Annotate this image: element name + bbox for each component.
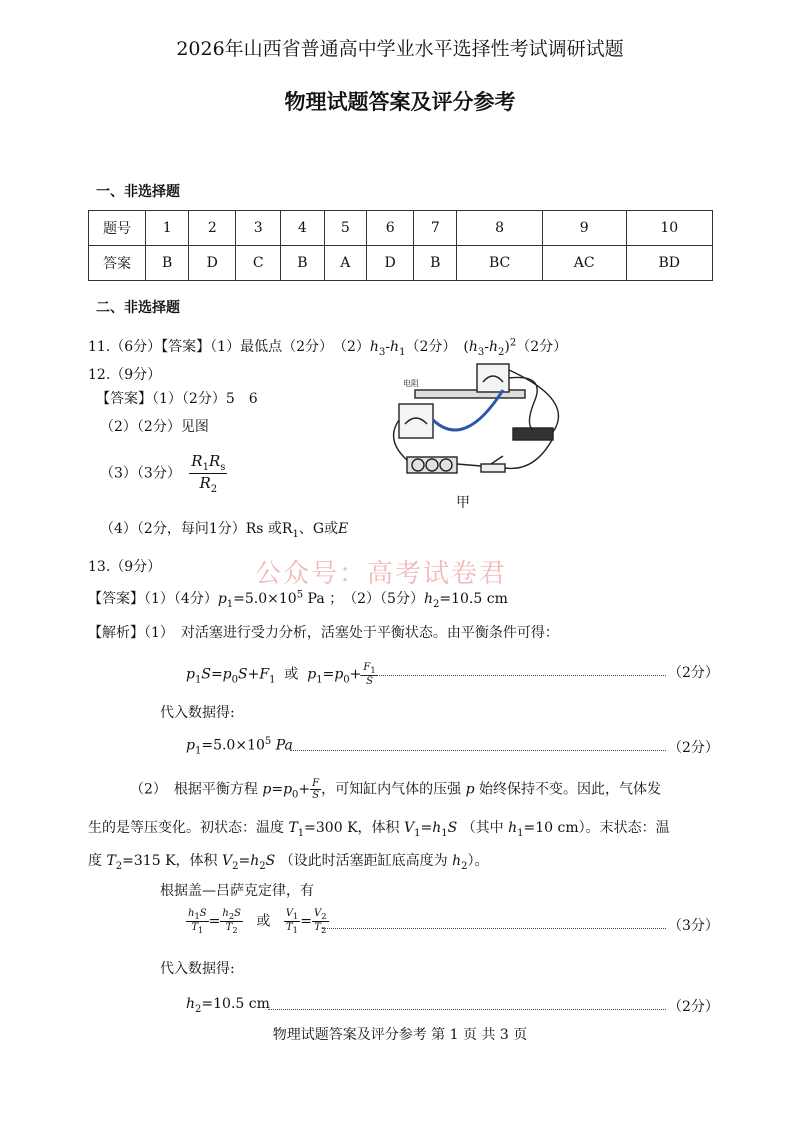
table-cell: 9 xyxy=(542,211,626,246)
q12-part3-label: （3）（3分） xyxy=(100,465,181,482)
line2-a: 生的是等压变化。初状态：温度 xyxy=(88,820,284,836)
table-cell: B xyxy=(281,246,324,281)
line3-b: =315 K，体积 xyxy=(122,853,218,869)
leader-dots xyxy=(268,1009,666,1010)
table-cell: 1 xyxy=(146,211,189,246)
table-cell: B xyxy=(146,246,189,281)
table-cell: 5 xyxy=(324,211,367,246)
q12-part3 xyxy=(100,452,227,495)
part2-c: 始终保持不变。因此，气体发 xyxy=(478,781,661,798)
line2-c: （其中 xyxy=(461,820,504,836)
figure-caption: 甲 xyxy=(456,495,470,511)
q13-answer: 【答案】（1）（4分）$p_1=5.0\times 10^5$ Pa ； （2）（5分）$h_2=10.5$ cm xyxy=(88,589,508,610)
line2-b: =300 K，体积 xyxy=(304,820,400,836)
equation-p1: $p_1=5.0\times 10^5$ Pa xyxy=(186,736,293,757)
q13-part2-line2: 生的是等压变化。初状态：温度 $T_1=300$ K，体积 $V_1=h_1S$ （其中 $h_1=10$ cm）。末状态：温 xyxy=(88,820,670,839)
part2-b: ，可知缸内气体的压强 xyxy=(321,781,462,798)
section2-heading: 二、非选择题 xyxy=(96,300,180,316)
q13-answer-a: 【答案】（1）（4分） xyxy=(88,591,218,607)
table-cell: BD xyxy=(626,246,712,281)
table-cell: 4 xyxy=(281,211,324,246)
line3-d: ）。 xyxy=(467,853,489,869)
table-cell: AC xyxy=(542,246,626,281)
document-title: 2026年山西省普通高中学业水平选择性考试调研试题 xyxy=(176,38,624,60)
table-cell: 2 xyxy=(189,211,236,246)
score-label: （2分） xyxy=(668,999,719,1015)
fraction-r1rs-over-r2: $\frac{R_1R_s}{R_2}$ xyxy=(191,452,226,495)
score-label: （2分） xyxy=(668,740,719,756)
leader-dots xyxy=(360,675,666,676)
section1-heading: 一、非选择题 xyxy=(96,184,180,200)
q13-answer-b: （2）（5分） xyxy=(350,591,424,607)
table-cell: D xyxy=(367,246,414,281)
q12-part2: （2）（2分）见图 xyxy=(100,419,209,435)
equation-final: $h_2=10.5$ cm xyxy=(186,996,270,1015)
line3-a: 度 xyxy=(88,853,102,869)
equation-gay-lussac: $\frac{h_1S}{T_1}$ = $\frac{h_2S}{T_2}$ 或 $\frac{V_1}{T_1}$ = $\frac{V_2}{T_2}$ xyxy=(188,908,327,935)
q11-tail: （2分） xyxy=(516,339,568,355)
table-row-answers xyxy=(89,246,713,281)
page-footer: 物理试题答案及评分参考 第 1 页 共 3 页 xyxy=(272,1027,528,1043)
q11-head: 11.（6分）【答案】（1）最低点（2分） （2） xyxy=(88,339,370,355)
table-cell: 6 xyxy=(367,211,414,246)
q11-answer: 11.（6分）【答案】（1）最低点（2分） $(2)h_3-h_1(2$分） $(h_3-h_2)^2(2$分） xyxy=(88,337,568,358)
watermark: 公众号：高考试卷君 xyxy=(255,559,508,589)
table-cell: A xyxy=(324,246,367,281)
document-subtitle: 物理试题答案及评分参考 xyxy=(284,89,516,114)
table-cell: 8 xyxy=(457,211,542,246)
row-label-numbers: 题号 xyxy=(89,211,146,246)
final-value: =10.5 cm xyxy=(201,996,270,1012)
q12-part4-e: E xyxy=(338,521,349,537)
q12-part4: （4）（2分，每问1分）Rs 或$R_1$、G或E xyxy=(100,521,349,540)
line2-d: =10 cm）。末状态：温 xyxy=(523,820,670,836)
table-cell: BC xyxy=(457,246,542,281)
q12-part1: 【答案】（1）（2分）5 6 xyxy=(96,391,258,407)
sub-label-2: 代入数据得: xyxy=(160,961,235,977)
q13-jiexi: 【解析】（1） 对活塞进行受力分析，活塞处于平衡状态。由平衡条件可得： xyxy=(88,625,559,641)
leader-dots xyxy=(290,750,666,751)
table-cell: D xyxy=(189,246,236,281)
equation-force-balance: $p_1S=p_0S+F_1$ 或 $p_1=p_0+$ $\frac{F_1}{S}$ xyxy=(186,662,376,687)
p1-unit: Pa xyxy=(275,737,293,754)
or-text-2: 或 xyxy=(256,913,271,930)
circuit-diagram xyxy=(385,360,720,510)
line3-c: （设此时活塞距缸底高度为 xyxy=(279,853,448,869)
law-text: 根据盖—吕萨克定律，有 xyxy=(160,883,314,899)
q13-part2-line1: （2） 根据平衡方程 $p=p_0+$ $\frac{F}{S}$ ，可知缸内气体的压强 p 始终保持不变。因此，气体发 xyxy=(130,778,661,801)
q12-head: 12.（9分） xyxy=(88,367,162,383)
q12-part4-text: （4）（2分，每问1分）Rs 或R xyxy=(100,521,293,537)
table-cell: 3 xyxy=(236,211,281,246)
table-row-numbers xyxy=(89,211,713,246)
or-text-1: 或 xyxy=(284,666,299,683)
table-cell: 7 xyxy=(414,211,457,246)
sub-label-1: 代入数据得: xyxy=(160,705,235,721)
part2-a: （2） 根据平衡方程 xyxy=(130,781,258,798)
row-label-answers: 答案 xyxy=(89,246,146,281)
q13-head: 13.（9分） xyxy=(88,559,162,575)
q11-mid: （2分） xyxy=(405,339,464,355)
q12-part4-text-b: 、G或 xyxy=(298,521,339,537)
resistor-label: 电阻 xyxy=(403,379,419,388)
score-label: （2分） xyxy=(668,665,719,681)
table-cell: C xyxy=(236,246,281,281)
leader-dots xyxy=(322,928,666,929)
table-cell: B xyxy=(414,246,457,281)
q13-part2-line3: 度 $T_2=315$ K，体积 $V_2=h_2S$ （设此时活塞距缸底高度为 $h_2$）。 xyxy=(88,853,489,872)
score-label: （3分） xyxy=(668,918,719,934)
table-cell: 10 xyxy=(626,211,712,246)
answer-table xyxy=(88,210,713,281)
